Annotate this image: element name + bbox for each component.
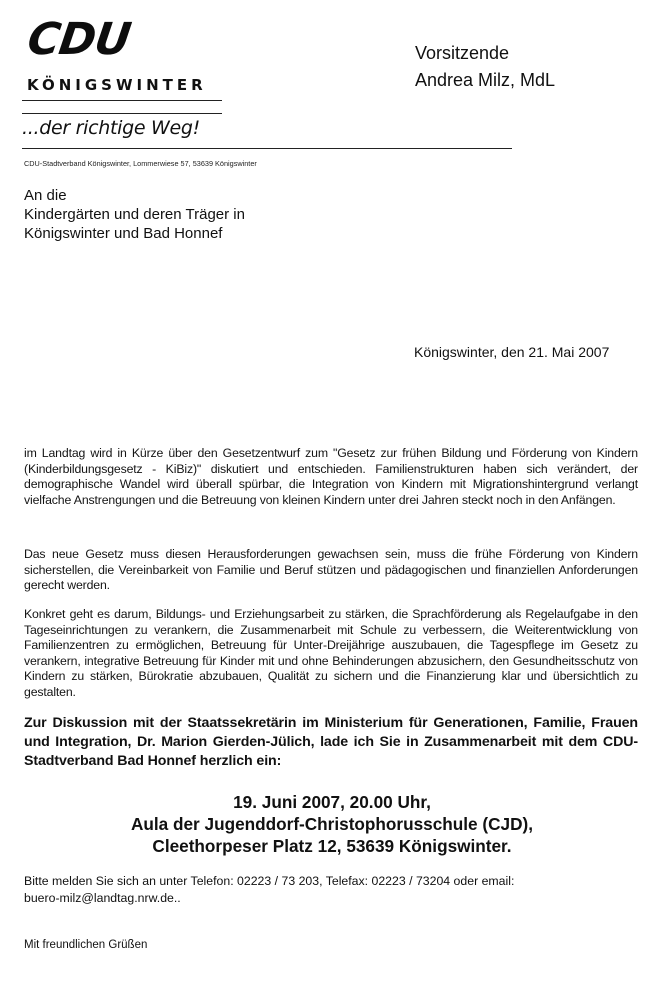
body-paragraph: Konkret geht es darum, Bildungs- und Erziehungsarbeit zu stärken, die Sprachförderung als Regelaufgabe in den Tageseinrichtungen zu verankern, die Zusammenarbeit mit Schule zu verbessern, die Weiterentwicklung von Familienzentren zu ermöglichen, Betreuung für Unter-Dreijährige auszubauen, die Tagespflege im Gesetz zu verankern, integrative Betreuung für Kinder mit und ohne Behinderungen abzusichern, den Gesundheitsschutz von Kindern zu stärken, Bürokratie abzubauen, Qualität zu sichern und die Finanzierung klar und übersichtlich zu gestalten. (24, 607, 638, 699)
contact-email[interactable]: buero-milz@landtag.nrw.de.. (24, 891, 181, 905)
contact-text: Bitte melden Sie sich an unter Telefon: 02223 / 73 203, Telefax: 02223 / 73204 oder email: (24, 874, 515, 888)
divider (22, 113, 222, 114)
recipient-address (24, 186, 245, 243)
event-details (0, 791, 664, 857)
event-datetime: 19. Juni 2007, 20.00 Uhr, (233, 792, 431, 812)
body-paragraph: Das neue Gesetz muss diesen Herausforderungen gewachsen sein, muss die frühe Förderung von Kindern sicherstellen, die Vereinbarkeit von Familie und Beruf stützen und pädagogischen und finanziellen Anforderungen gerecht werden. (24, 547, 638, 593)
cdu-logo: CDU (24, 14, 134, 65)
date-line: Königswinter, den 21. Mai 2007 (414, 344, 610, 360)
event-venue: Aula der Jugenddorf-Christophorusschule (CJD), (130, 814, 534, 834)
invitation-paragraph: Zur Diskussion mit der Staatssekretärin im Ministerium für Generationen, Familie, Frauen und Integration, Dr. Marion Gierden-Jülich, lade ich Sie in Zusammenarbeit mit dem CDU-Stadtverband Bad Honnef herzlich ein: (24, 715, 638, 769)
closing: Mit freundlichen Grüßen (24, 939, 148, 951)
author-name: Andrea Milz, MdL (415, 70, 556, 90)
event-address: Cleethorpeser Platz 12, 53639 Königswinter. (152, 836, 512, 856)
divider (22, 100, 222, 101)
divider (22, 148, 512, 149)
contact-info (24, 873, 638, 907)
author-block (415, 40, 555, 94)
recipient-line: Königswinter und Bad Honnef (24, 225, 223, 242)
recipient-line: Kindergärten und deren Träger in (24, 206, 245, 223)
organization-name: KÖNIGSWINTER (27, 76, 207, 94)
body-paragraph: im Landtag wird in Kürze über den Gesetzentwurf zum "Gesetz zur frühen Bildung und Förderung von Kindern (Kinderbildungsgesetz - KiBiz)" diskutiert und entschieden. Familienstrukturen haben sich verändert, der demographische Wandel wird überall spürbar, die Integration von Kindern mit Migrationshintergrund verlangt vielfache Anstrengungen und die Betreuung von kleinen Kindern unter drei Jahren steckt noch in den Anfängen. (24, 446, 638, 507)
recipient-line: An die (24, 187, 67, 204)
slogan: ...der richtige Weg! (22, 117, 200, 139)
sender-address: CDU-Stadtverband Königswinter, Lommerwiese 57, 53639 Königswinter (24, 159, 257, 168)
author-role: Vorsitzende (415, 43, 510, 63)
